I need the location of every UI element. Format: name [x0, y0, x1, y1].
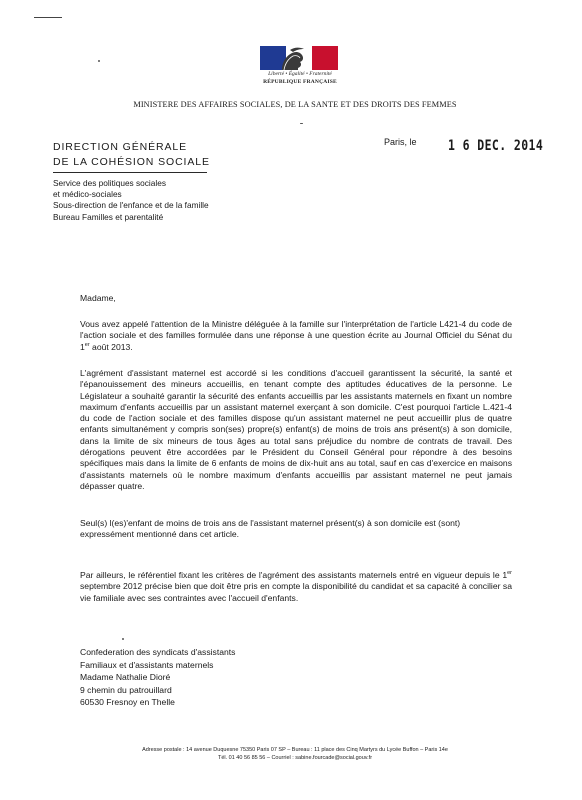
paragraph-1 — [80, 319, 512, 353]
recipient-name: Madame Nathalie Dioré — [80, 672, 171, 683]
direction-line-2: DE LA COHÉSION SOCIALE — [53, 155, 210, 168]
paragraph-1-end: août 2013. — [89, 341, 133, 352]
service-block — [53, 178, 209, 223]
footer-address: Adresse postale : 14 avenue Duquesne 75350 Paris 07 SP – Bureau : 11 place des Cinq Martyrs du Lycée Buffon – Paris 14e — [142, 747, 448, 753]
marianne-icon — [260, 46, 338, 70]
paragraph-3-line-1: Seul(s) l(es)'enfant de moins de trois ans de l'assistant maternel présent(s) à son domicile est (sont) — [80, 518, 461, 528]
scan-speck — [300, 123, 303, 124]
republic-motto: Liberté • Égalité • Fraternité — [268, 71, 332, 77]
recipient-street: 9 chemin du patrouillard — [80, 684, 172, 695]
service-line-2: et médico-sociales — [53, 189, 122, 200]
paragraph-1-text: Vous avez appelé l'attention de la Ministre déléguée à la famille sur l'interprétation de l'article L421-4 du code de l'action sociale et des familles formulée dans une réponse à une question écrite au Journal Officiel du Sénat du 1 — [80, 319, 512, 352]
footer — [60, 746, 530, 762]
recipient-city: 60530 Fresnoy en Thelle — [80, 697, 175, 708]
direction-line-1: DIRECTION GÉNÉRALE — [53, 141, 188, 153]
republique-francaise-logo — [258, 46, 342, 92]
recipient-address — [80, 646, 235, 709]
scan-mark — [34, 17, 62, 18]
recipient-line-1: Confederation des syndicats d'assistants — [80, 647, 236, 657]
dateline-place: Paris, le — [384, 137, 417, 147]
paragraph-4 — [80, 570, 512, 604]
direction-title — [53, 140, 210, 169]
republic-name: RÉPUBLIQUE FRANÇAISE — [263, 79, 337, 85]
paragraph-3 — [80, 518, 512, 541]
scan-speck — [122, 638, 124, 640]
date-stamp: 1 6 DEC. 2014 — [448, 138, 544, 154]
recipient-line-2: Familiaux et d'assistants maternels — [80, 659, 214, 670]
bureau: Bureau Familles et parentalité — [53, 211, 164, 222]
superscript: er — [507, 570, 512, 577]
superscript: er — [84, 341, 90, 348]
salutation: Madame, — [80, 293, 116, 303]
ministry-name: MINISTERE DES AFFAIRES SOCIALES, DE LA SANTE ET DES DROITS DES FEMMES — [133, 100, 457, 109]
subdirection: Sous-direction de l'enfance et de la famille — [53, 200, 209, 211]
divider — [53, 172, 207, 173]
paragraph-2: L'agrément d'assistant maternel est accordé si les conditions d'accueil garantissent la sécurité, la santé et l'épanouissement des mineurs accueillis, en tenant compte des aptitudes éducatives de la personne. Le Législateur a souhaité garantir la sécurité des enfants accueillis par les assistants maternels en fixant un nombre maximum d'enfants accueillis par un assistant maternel exerçant à son domicile. C'est pourquoi l'article L.421-4 du code de l'action sociale et des familles dispose qu'un assistant maternel ne peut accueillir plus de quatre enfants simultanément y compris son(ses) propre(s) enfant(s) de moins de trois ans présent(s) à son domicile, dans la limite de six mineurs de tous âges au total sans préjudice du nombre de contrats de travail. Des dérogations peuvent être accordées par le Président du Conseil Général pour répondre à des besoins spécifiques mais dans la limite de 6 enfants de moins de dix-huit ans au total, sauf en cas d'exercice en maisons d'assistants maternels où le nombre maximum d'enfants accueillis par assistant maternel ne peut jamais dépasser quatre. — [80, 368, 512, 491]
service-line-1: Service des politiques sociales — [53, 178, 166, 188]
paragraph-3-line-2: expressément mentionné dans cet article. — [80, 529, 240, 540]
footer-contact: Tél. 01 40 56 85 56 – Courriel : sabine.fourcade@social.gouv.fr — [217, 755, 373, 762]
paragraph-4-end: septembre 2012 précise bien que doit être pris en compte la disponibilité du candidat et sa capacité à concilier sa vie familiale avec ses contraintes avec l'accueil d'enfants. — [80, 581, 512, 603]
scan-speck — [98, 60, 100, 62]
paragraph-4-text: Par ailleurs, le référentiel fixant les critères de l'agrément des assistants maternels entré en vigueur depuis le 1 — [80, 570, 508, 580]
